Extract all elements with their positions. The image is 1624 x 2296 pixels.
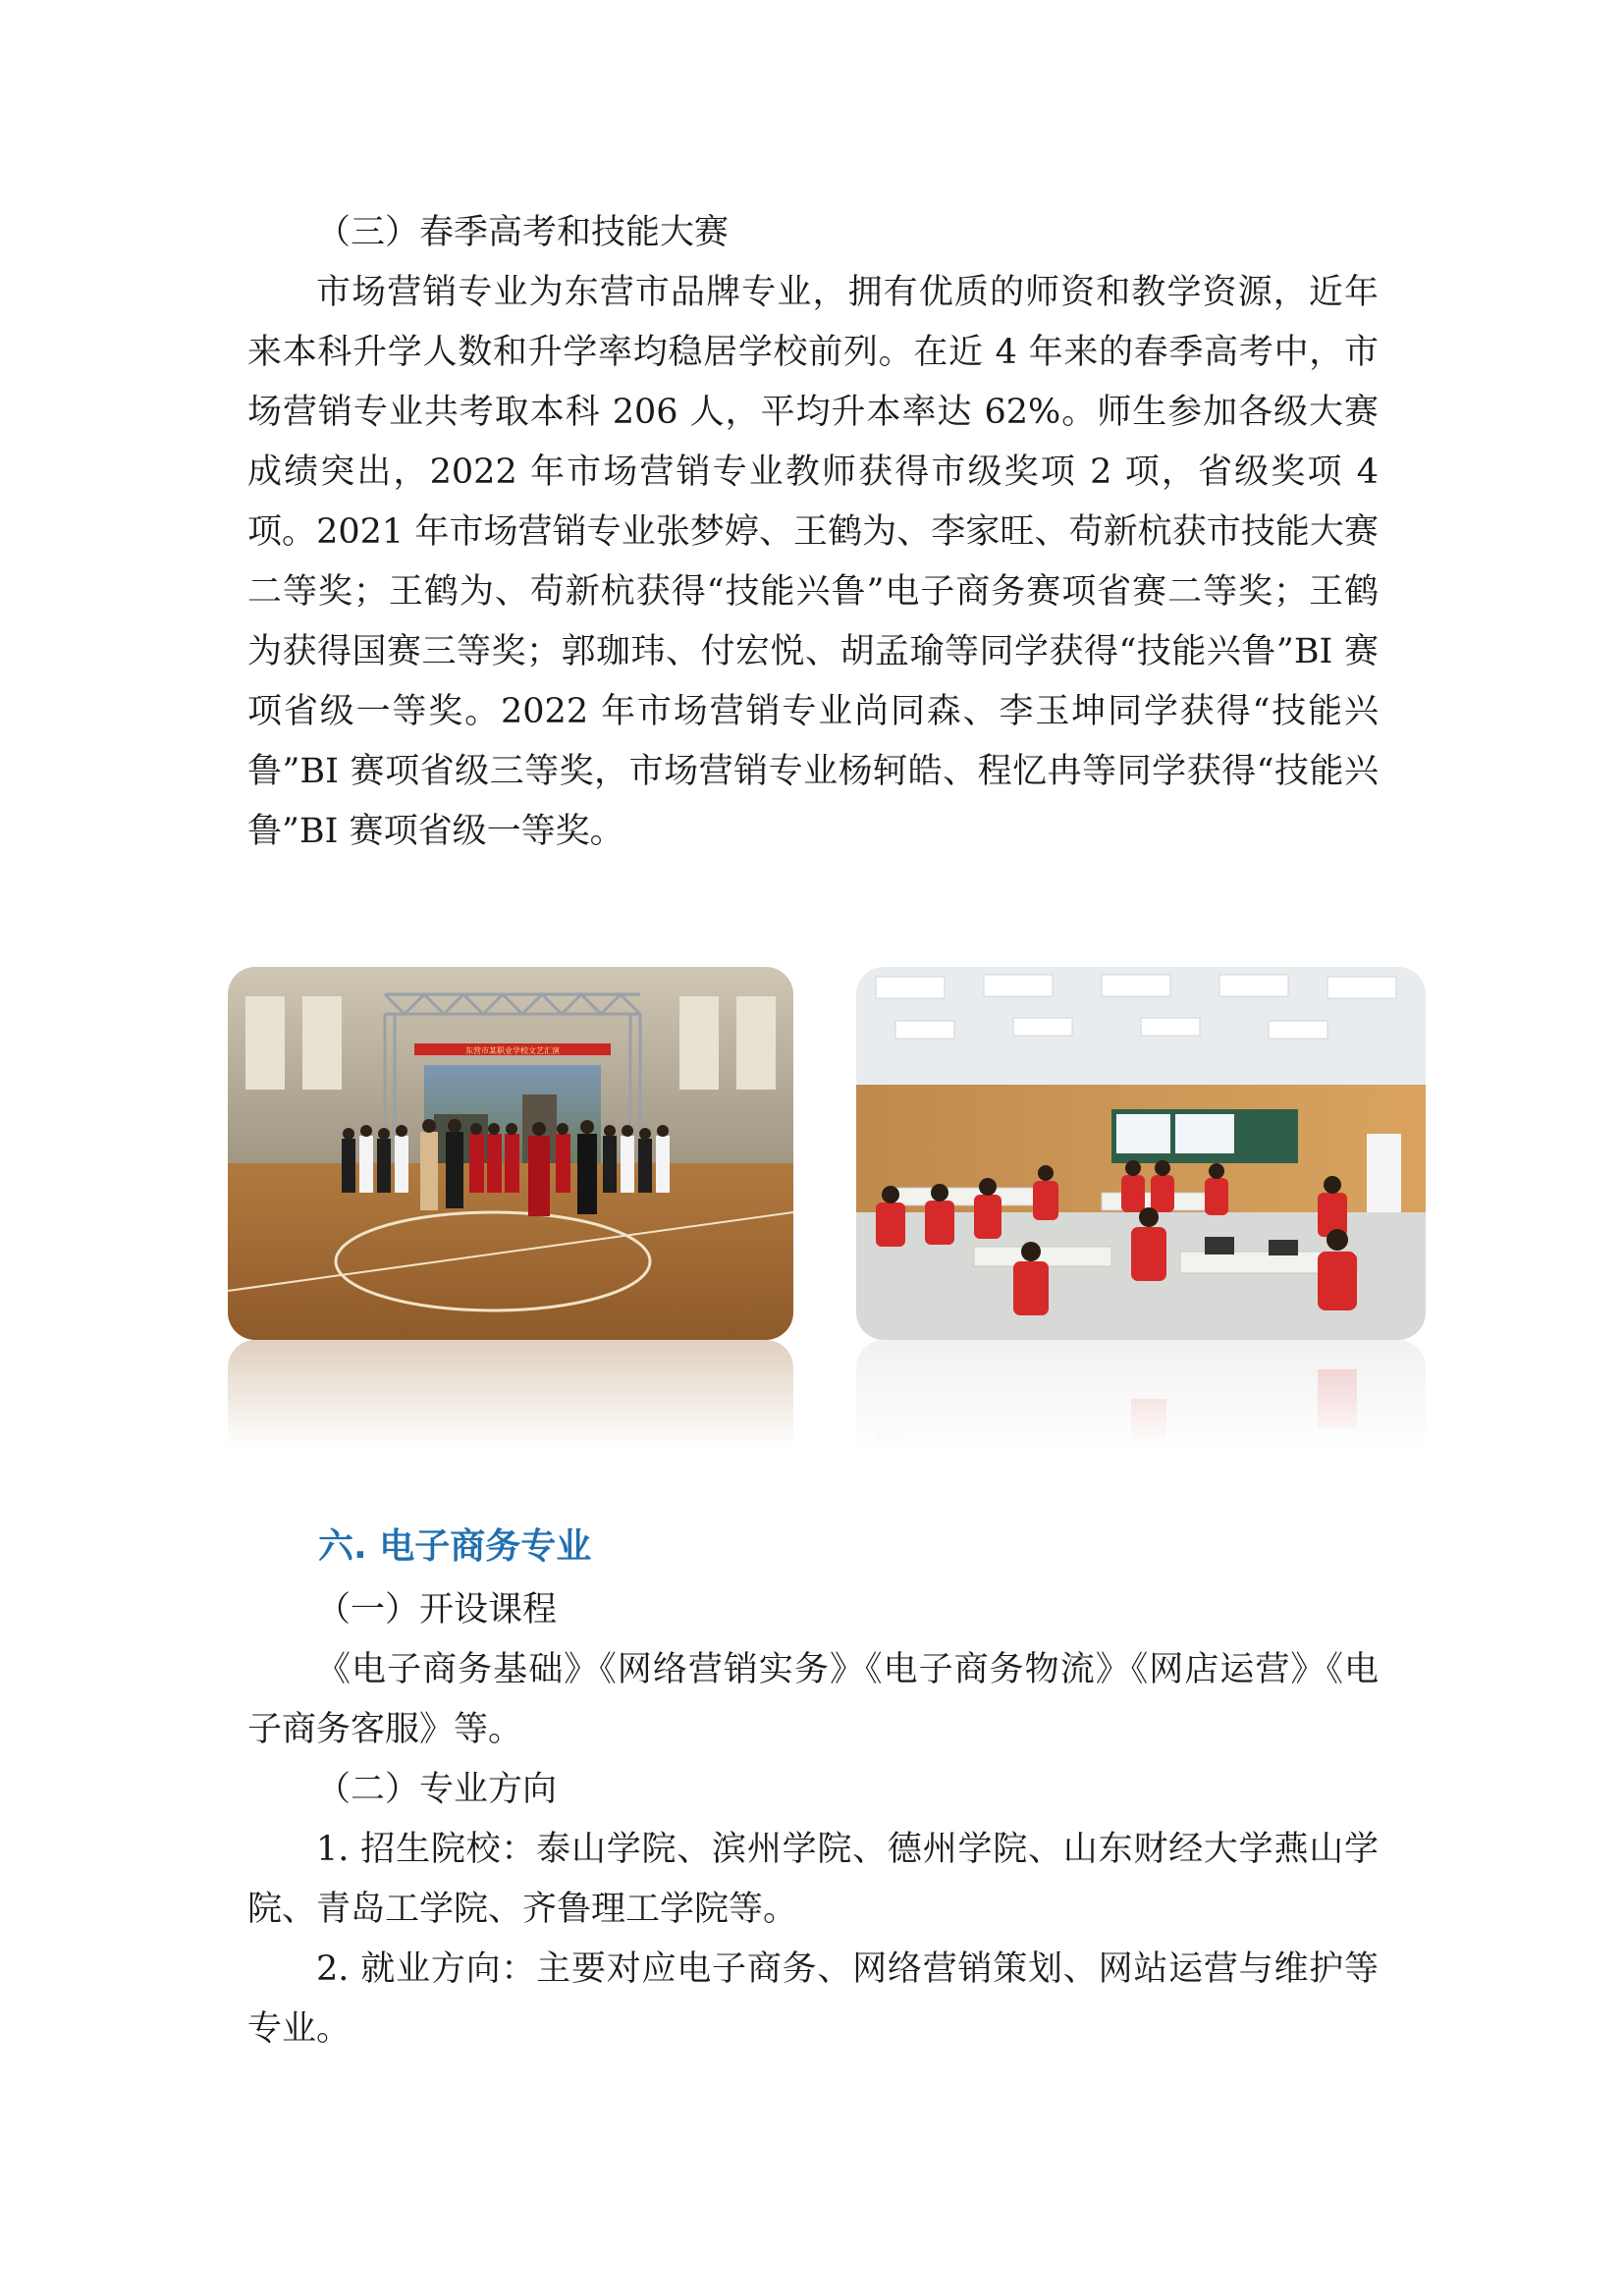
performance-photo bbox=[228, 967, 793, 1448]
section-heading: 六. 电子商务专业 bbox=[318, 1526, 592, 1567]
performance-photo-image bbox=[228, 967, 793, 1340]
spring-exam-section bbox=[247, 203, 1379, 862]
classroom-photo-reflection bbox=[856, 1340, 1426, 1448]
enrollment-colleges: 1. 招生院校：泰山学院、滨州学院、德州学院、山东财经大学燕山学院、青岛工学院、齐鲁理工学院等。 bbox=[247, 1830, 1379, 1929]
course-list: 《电子商务基础》《网络营销实务》《电子商务物流》《网店运营》《电子商务客服》等。 bbox=[247, 1650, 1379, 1749]
classroom-photo bbox=[856, 967, 1426, 1448]
section-subtitle: （三）春季高考和技能大赛 bbox=[316, 213, 730, 252]
performance-photo-reflection bbox=[228, 1340, 793, 1448]
ecommerce-section bbox=[247, 1517, 1379, 2059]
employment-direction: 2. 就业方向：主要对应电子商务、网络营销策划、网站运营与维护等专业。 bbox=[247, 1949, 1379, 2049]
direction-subtitle: （二）专业方向 bbox=[316, 1770, 558, 1809]
stage-banner-text: 东营市某职业学校文艺汇演 bbox=[465, 1046, 560, 1055]
classroom-photo-image bbox=[856, 967, 1426, 1340]
course-subtitle: （一）开设课程 bbox=[316, 1590, 558, 1629]
body-paragraph: 市场营销专业为东营市品牌专业，拥有优质的师资和教学资源，近年来本科升学人数和升学率均稳居学校前列。在近 4 年来的春季高考中，市场营销专业共考取本科 206 人，平均升本率达 62%。师生参加各级大赛成绩突出，2022 年市场营销专业教师获得市级奖项 2 项，省级奖项 4 项。2021 年市场营销专业张梦婷、王鹤为、李家旺、苟新杭获市技能大赛二等奖；王鹤为、苟新杭获得“技能兴鲁”电子商务赛项省赛二等奖；王鹤为获得国赛三等奖；郭珈玮、付宏悦、胡孟瑜等同学获得“技能兴鲁”BI 赛项省级一等奖。2022 年市场营销专业尚同森、李玉坤同学获得“技能兴鲁”BI 赛项省级三等奖，市场营销专业杨轲皓、程忆冉等同学获得“技能兴鲁”BI 赛项省级一等奖。 bbox=[247, 273, 1379, 851]
